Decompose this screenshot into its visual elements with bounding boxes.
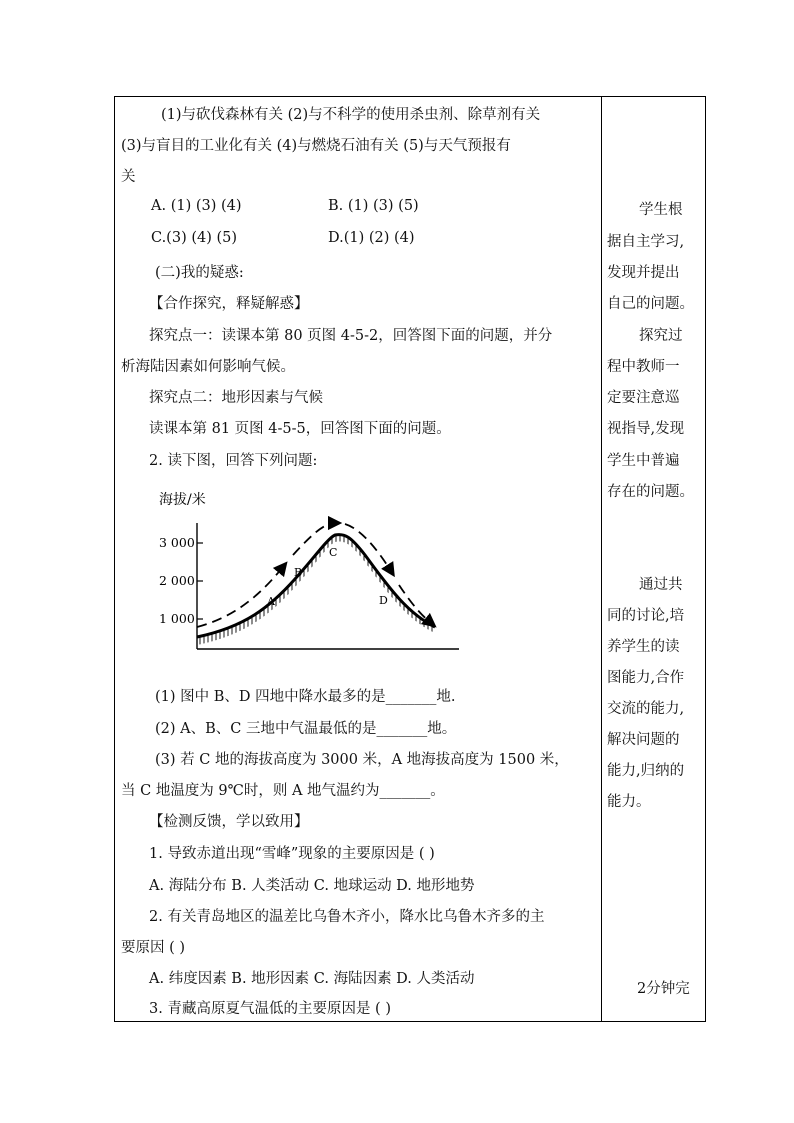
point-d-label: D [379,594,388,607]
section-feedback: 【检测反馈，学以致用】 [149,814,309,830]
q2-sub3-line1: (3) 若 C 地的海拔高度为 3000 米，A 地海拔高度为 1500 米， [155,752,569,768]
diagram-ylabel: 海拔/米 [159,492,206,508]
note3-line1: 通过共 [639,577,683,593]
lesson-table [114,96,706,1022]
note2-line3: 定要注意巡 [607,390,680,406]
note1-line4: 自己的问题。 [607,296,694,312]
explore1-line1: 探究点一：读课本第 80 页图 4-5-2，回答图下面的问题，并分 [149,328,553,344]
note2-line2: 程中教师一 [607,359,680,375]
fb-q2-line1: 2. 有关青岛地区的温差比乌鲁木齐小，降水比乌鲁木齐多的主 [149,909,545,925]
q2-sub3-line2: 当 C 地温度为 9℃时，则 A 地气温约为_______。 [121,783,445,799]
tick-label-3000: 3 000 [159,535,195,550]
note3-line3: 养学生的读 [607,639,680,655]
point-a-label: A [267,595,275,608]
column-divider [601,97,602,1021]
note3-line7: 能力,归纳的 [607,763,685,779]
note1-line2: 据自主学习, [607,234,685,250]
q2-sub1: (1) 图中 B、D 四地中降水最多的是_______地. [155,689,456,705]
q2-prompt: 2. 读下图，回答下列问题: [149,453,318,469]
point-c-label: C [329,546,338,559]
choice-b: B. (1) (3) (5) [328,198,419,214]
note3-line8: 能力。 [607,794,651,810]
note1-line1: 学生根 [639,202,683,218]
note2-line1: 探究过 [639,328,683,344]
explore2-read: 读课本第 81 页图 4-5-5，回答图下面的问题。 [149,421,451,437]
q2-sub2: (2) A、B、C 三地中气温最低的是_______地。 [155,721,457,737]
fb-q2-line2: 要原因 ( ) [121,940,186,956]
terrain-diagram [155,487,465,657]
explore2: 探究点二：地形因素与气候 [149,390,323,406]
choice-d: D.(1) (2) (4) [328,230,415,246]
note2-line6: 存在的问题。 [607,484,694,500]
fb-q1-options: A. 海陆分布 B. 人类活动 C. 地球运动 D. 地形地势 [149,878,475,894]
note3-line6: 解决问题的 [607,732,680,748]
fb-q2-options: A. 纬度因素 B. 地形因素 C. 海陆因素 D. 人类活动 [149,971,475,987]
point-b-label: B [294,566,303,579]
note3-line5: 交流的能力, [607,701,685,717]
q-options-line3: 关 [121,169,136,185]
mountain-hatching [197,535,435,645]
tick-label-2000: 2 000 [159,573,195,588]
tick-label-1000: 1 000 [159,611,195,626]
choice-a: A. (1) (3) (4) [151,198,242,214]
my-doubts: (二)我的疑惑: [155,265,244,281]
choice-c: C.(3) (4) (5) [151,230,238,246]
q-options-line1: (1)与砍伐森林有关 (2)与不科学的使用杀虫剂、除草剂有关 [161,107,541,123]
note3-line4: 图能力,合作 [607,670,685,686]
note2-line4: 视指导,发现 [607,421,685,437]
note2-line5: 学生中普遍 [607,453,680,469]
note3-line2: 同的讨论,培 [607,608,685,624]
note4: 2分钟完 [637,981,690,997]
explore1-line2: 析海陆因素如何影响气候。 [121,359,295,375]
fb-q3: 3. 青藏高原夏气温低的主要原因是 ( ) [149,1001,391,1017]
fb-q1: 1. 导致赤道出现“雪峰”现象的主要原因是 ( ) [149,846,435,862]
note1-line3: 发现并提出 [607,265,680,281]
q-options-line2: (3)与盲目的工业化有关 (4)与燃烧石油有关 (5)与天气预报有 [121,138,511,154]
section-cooperate: 【合作探究，释疑解惑】 [149,296,309,312]
